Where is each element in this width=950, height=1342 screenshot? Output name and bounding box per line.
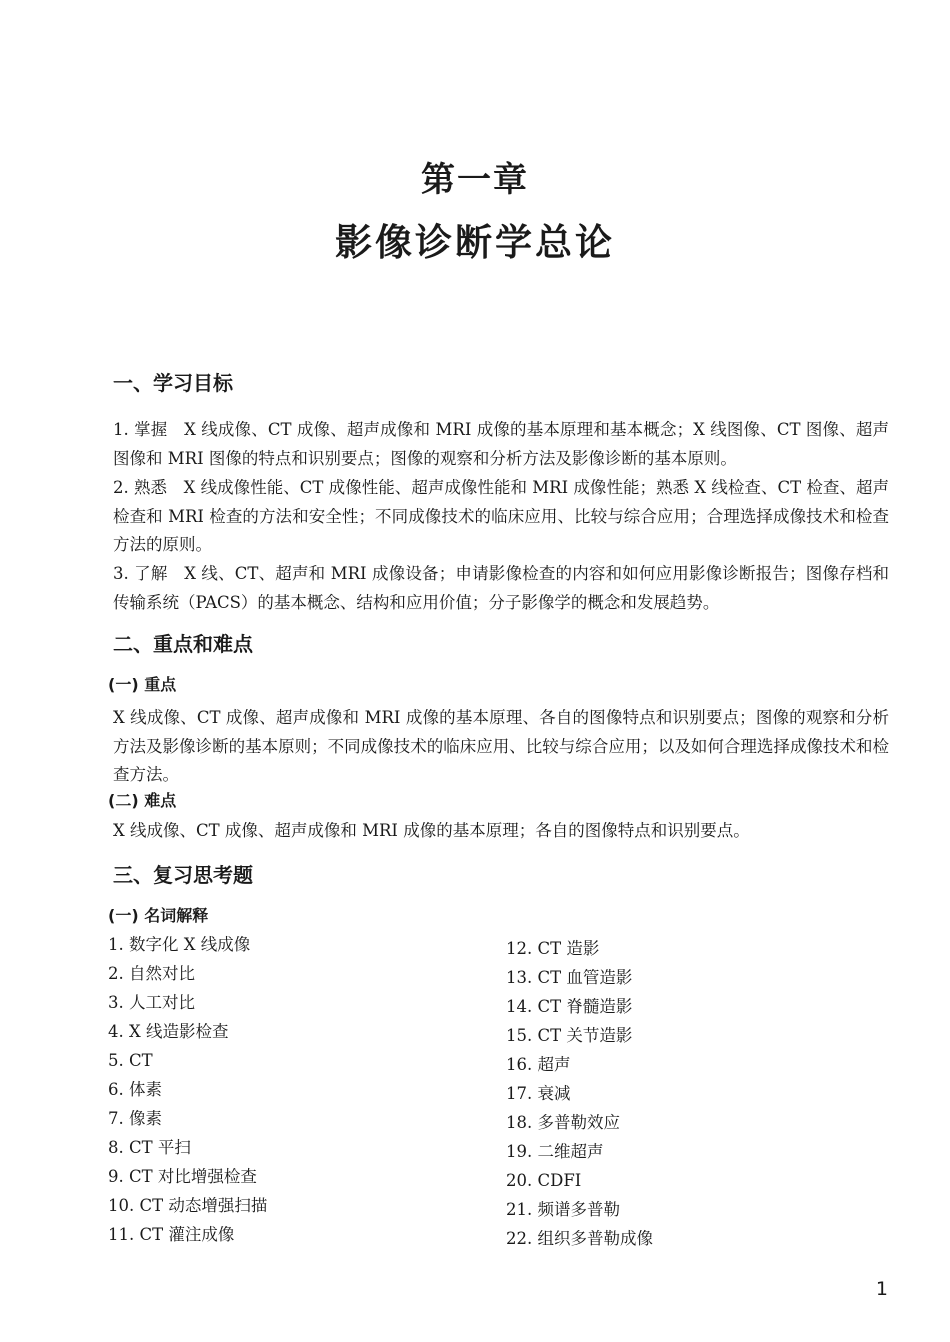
term-item: 18. 多普勒效应: [506, 1113, 620, 1132]
term-item: 9. CT 对比增强检查: [108, 1167, 257, 1186]
term-item: 8. CT 平扫: [108, 1138, 191, 1157]
term-item: 22. 组织多普勒成像: [506, 1229, 653, 1248]
term-item: 12. CT 造影: [506, 939, 600, 958]
page-number: 1: [875, 1278, 888, 1300]
key-points-content: X 线成像、CT 成像、超声成像和 MRI 成像的基本原理、各自的图像特点和识别要点；图像的观察和分析方法及影像诊断的基本原则；不同成像技术的临床应用、比较与综合应用；以及如何合理选择成像技术和检查方法。: [113, 708, 889, 784]
chapter-title: 影像诊断学总论: [335, 221, 615, 264]
term-item: 21. 频谱多普勒: [506, 1200, 620, 1219]
terms-list-left: [108, 930, 267, 1249]
term-item: 1. 数字化 X 线成像: [108, 935, 251, 954]
term-item: 10. CT 动态增强扫描: [108, 1196, 268, 1215]
term-item: 17. 衰减: [506, 1084, 571, 1103]
term-item: 20. CDFI: [506, 1171, 582, 1190]
section-heading-key-points: 二、重点和难点: [113, 632, 253, 656]
term-item: 14. CT 脊髓造影: [506, 997, 633, 1016]
term-item: 19. 二维超声: [506, 1142, 604, 1161]
chapter-number: 第一章: [421, 160, 529, 200]
objective-item-2: [78, 474, 889, 560]
objective-text-3: 3. 了解 X 线、CT、超声和 MRI 成像设备；申请影像检查的内容和如何应用影像诊断报告；图像存档和传输系统（PACS）的基本概念、结构和应用价值；分子影像学的概念和发展趋势。: [113, 564, 889, 612]
term-item: 13. CT 血管造影: [506, 968, 633, 987]
objective-item-3: [78, 560, 889, 617]
objective-text-2: 2. 熟悉 X 线成像性能、CT 成像性能、超声成像性能和 MRI 成像性能；熟悉 X 线检查、CT 检查、超声检查和 MRI 检查的方法和安全性；不同成像技术的临床应用、比较与综合应用；合理选择成像技术和检查方法的原则。: [113, 478, 889, 554]
difficult-points-content: X 线成像、CT 成像、超声成像和 MRI 成像的基本原理；各自的图像特点和识别要点。: [113, 821, 750, 840]
term-item: 7. 像素: [108, 1109, 162, 1128]
term-item: 2. 自然对比: [108, 964, 195, 983]
objective-text-1: 1. 掌握 X 线成像、CT 成像、超声成像和 MRI 成像的基本原理和基本概念；X 线图像、CT 图像、超声图像和 MRI 图像的特点和识别要点；图像的观察和分析方法及影像诊断的基本原则。: [113, 420, 889, 468]
term-item: 16. 超声: [506, 1055, 571, 1074]
subheading-difficult: (二) 难点: [108, 791, 177, 810]
term-item: 15. CT 关节造影: [506, 1026, 633, 1045]
terms-list-right: [506, 934, 653, 1253]
section-heading-objectives: 一、学习目标: [113, 371, 233, 395]
key-points-text: [78, 704, 889, 790]
term-item: 11. CT 灌注成像: [108, 1225, 235, 1244]
term-item: 3. 人工对比: [108, 993, 195, 1012]
term-item: 6. 体素: [108, 1080, 162, 1099]
objective-item-1: [78, 416, 889, 473]
subheading-terms: (一) 名词解释: [108, 906, 209, 925]
difficult-points-text: [78, 817, 889, 846]
subheading-key: (一) 重点: [108, 675, 177, 694]
section-heading-review: 三、复习思考题: [113, 863, 253, 887]
term-item: 5. CT: [108, 1051, 153, 1070]
term-item: 4. X 线造影检查: [108, 1022, 229, 1041]
